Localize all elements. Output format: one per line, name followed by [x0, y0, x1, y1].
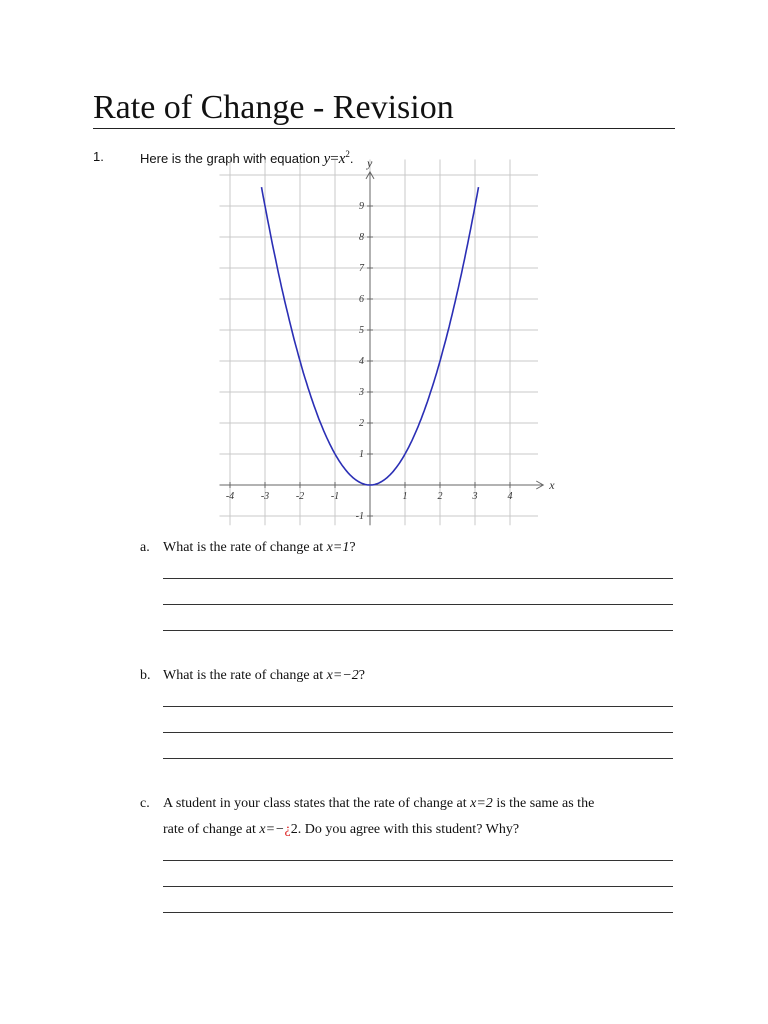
answer-line-c3[interactable] [163, 912, 673, 913]
parabola-graph [215, 155, 555, 530]
part-c-line2-math-a: x=− [259, 822, 285, 837]
x-tick-label: 1 [402, 491, 408, 502]
answer-line-a3[interactable] [163, 630, 673, 631]
equation-equals: = [330, 151, 339, 167]
part-c-line1 [163, 796, 594, 812]
equation-x: x [338, 151, 346, 167]
part-b-text-after: ? [358, 668, 365, 683]
page-title: Rate of Change - Revision [93, 89, 454, 126]
y-tick-label: 1 [359, 449, 364, 460]
part-c-letter: c. [140, 796, 150, 811]
part-c-line1-before: A student in your class states that the rate of change at [163, 796, 471, 811]
part-b-text-before: What is the rate of change at [163, 668, 327, 683]
part-c-line1-after: is the same as the [492, 796, 595, 811]
answer-line-b1[interactable] [163, 706, 673, 707]
x-tick-label: 2 [437, 491, 443, 502]
x-tick-label: -4 [225, 491, 235, 502]
x-tick-label: -2 [295, 491, 305, 502]
y-tick-label: 4 [359, 356, 364, 367]
answer-line-a2[interactable] [163, 604, 673, 605]
equation-exponent: 2 [345, 149, 350, 159]
x-axis-label: x [549, 478, 555, 492]
part-c-line1-math: x=2 [470, 796, 493, 811]
y-axis-label: y [367, 155, 373, 170]
part-a-text [163, 540, 356, 556]
title-divider [93, 128, 675, 129]
y-tick-label: 8 [359, 232, 364, 243]
answer-line-a1[interactable] [163, 578, 673, 579]
part-b-letter: b. [140, 668, 151, 683]
y-tick-label: 9 [359, 201, 364, 212]
part-b-text [163, 668, 365, 684]
y-tick-label: 2 [359, 418, 364, 429]
answer-line-b2[interactable] [163, 732, 673, 733]
x-tick-label: 3 [472, 491, 478, 502]
question-number: 1. [93, 149, 104, 164]
part-c-line2 [163, 822, 519, 838]
y-tick-label: 6 [359, 294, 364, 305]
x-tick-label: -3 [260, 491, 270, 502]
answer-line-b3[interactable] [163, 758, 673, 759]
answer-line-c1[interactable] [163, 860, 673, 861]
equation-period: . [349, 151, 354, 166]
y-tick-label: 3 [359, 387, 364, 398]
equation-y: y [323, 151, 331, 167]
x-tick-label: 4 [507, 491, 513, 502]
part-c-line2-before: rate of change at [163, 822, 260, 837]
part-a-text-after: ? [349, 540, 356, 555]
answer-line-c2[interactable] [163, 886, 673, 887]
part-b-math: x=−2 [326, 668, 359, 683]
y-tick-label: 7 [359, 263, 364, 274]
part-c-line2-math-b: 2 [290, 822, 298, 837]
part-a-letter: a. [140, 540, 150, 555]
question-intro-text: Here is the graph with equation [140, 151, 324, 166]
y-tick-label: -1 [355, 511, 364, 522]
y-tick-label: 5 [359, 325, 364, 336]
part-a-text-before: What is the rate of change at [163, 540, 327, 555]
part-c-line2-math-red: ¿ [284, 822, 291, 837]
part-a-math: x=1 [326, 540, 350, 555]
x-tick-label: -1 [330, 491, 340, 502]
part-c-line2-after: . Do you agree with this student? Why? [297, 822, 520, 837]
graph-axes [220, 156, 556, 525]
